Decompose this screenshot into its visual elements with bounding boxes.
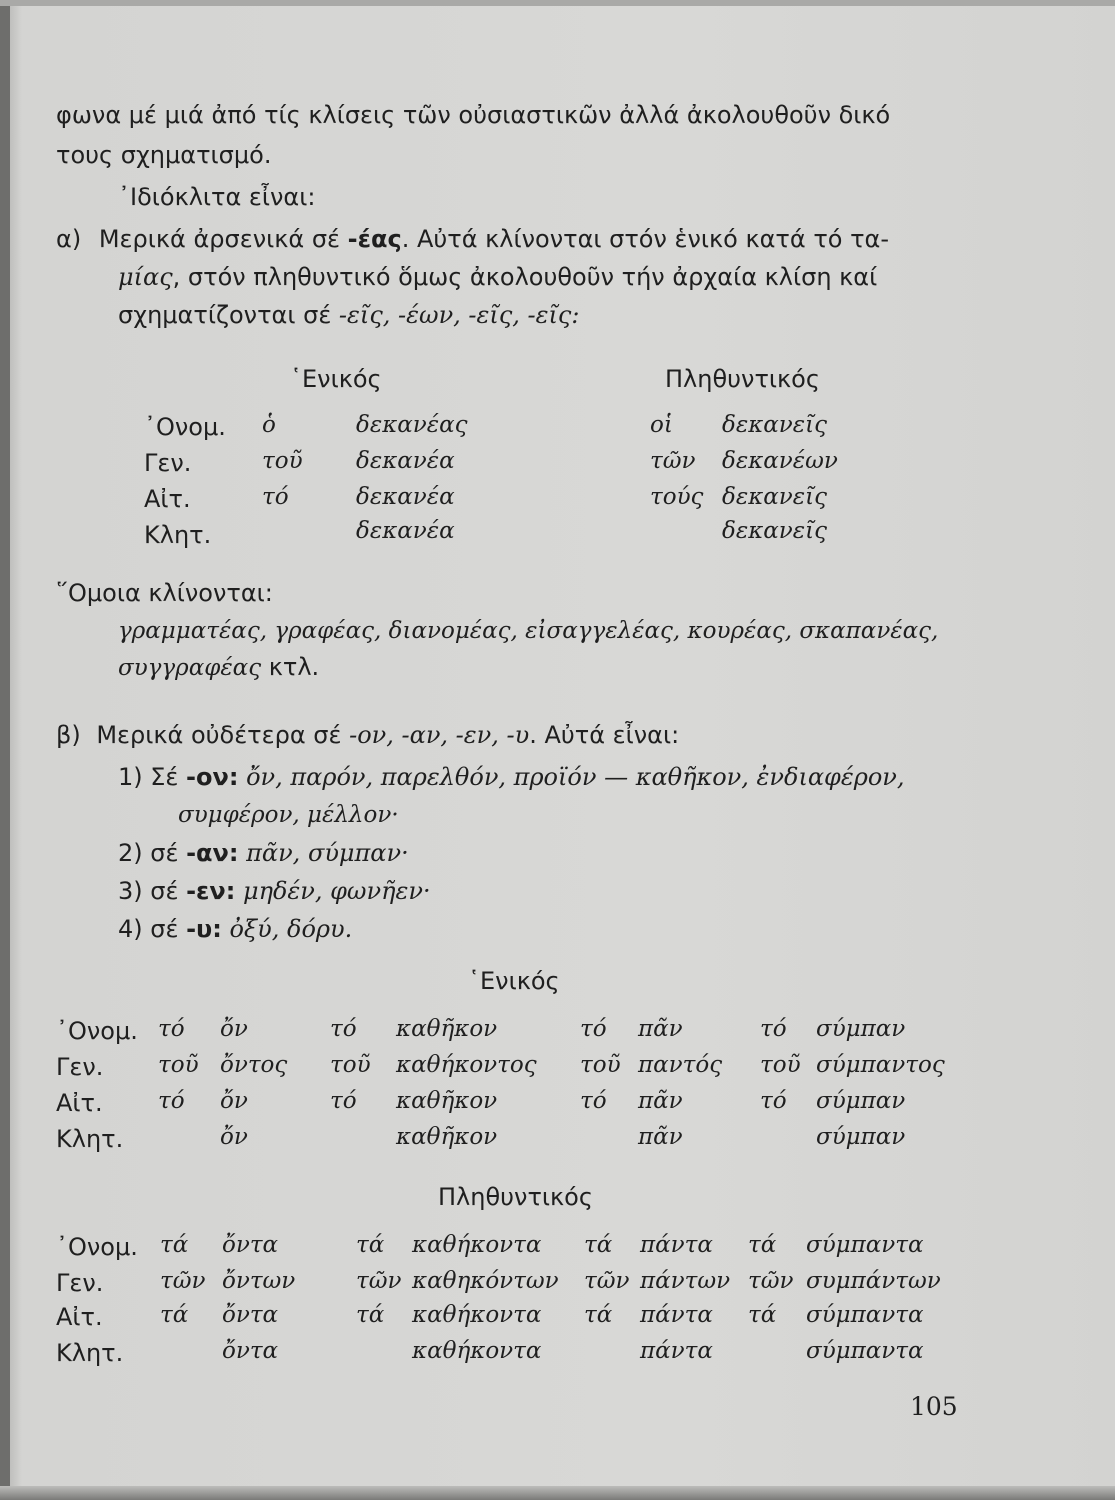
item-words: πᾶν, σύμπαν·	[238, 839, 409, 867]
singular-article: τοῦ	[262, 448, 303, 474]
word: σύμπαν	[816, 1124, 906, 1150]
article: τά	[160, 1302, 189, 1328]
article: τό	[580, 1016, 607, 1042]
section-a-line-1	[56, 224, 889, 254]
article: τά	[748, 1302, 777, 1328]
article: τό	[330, 1088, 357, 1114]
word: καθῆκον	[396, 1016, 498, 1042]
section-b-text-a: Μερικά οὐδέτερα σέ	[96, 721, 350, 749]
case-label: ᾿Ονομ.	[56, 1017, 138, 1045]
item-prefix: σέ	[150, 915, 187, 943]
word: ὄν	[220, 1088, 248, 1114]
item-suffix: -υ:	[186, 915, 222, 943]
table-a-plural-header: Πληθυντικός	[665, 365, 820, 393]
case-label: ᾿Ονομ.	[144, 413, 226, 441]
item-number: 3)	[118, 877, 151, 905]
section-b-item-2	[118, 838, 409, 868]
plural-word: δεκανεῖς	[722, 484, 828, 510]
section-a-text-3a: σχηματίζονται σέ	[118, 301, 339, 329]
article: τοῦ	[580, 1052, 621, 1078]
article: τά	[160, 1232, 189, 1258]
article: τά	[584, 1232, 613, 1258]
word: συμπάντων	[806, 1268, 941, 1294]
item-words: ὄν, παρόν, παρελθόν, προϊόν — καθῆκον, ἐνδιαφέρον,	[238, 763, 905, 791]
intro-line-1: φωνα μέ μιά ἀπό τίς κλίσεις τῶν οὐσιαστικῶν ἀλλά ἀκολουθοῦν δικό	[56, 101, 891, 129]
word: καθήκοντα	[412, 1232, 542, 1258]
item-number: 1)	[118, 763, 151, 791]
article: τῶν	[356, 1268, 402, 1294]
article: τά	[356, 1232, 385, 1258]
item-suffix: -αν:	[186, 839, 239, 867]
word: πᾶν	[638, 1088, 683, 1114]
item-prefix: σέ	[150, 839, 187, 867]
table-b-plural-header: Πληθυντικός	[438, 1183, 593, 1211]
section-a-suffix: -έας	[347, 225, 402, 253]
word: σύμπαντα	[806, 1232, 924, 1258]
word: ὄντα	[222, 1232, 279, 1258]
word: καθηκόντων	[412, 1268, 559, 1294]
article: τῶν	[160, 1268, 206, 1294]
table-a-singular-header: ῾Ενικός	[290, 365, 382, 393]
word: σύμπαντα	[806, 1338, 924, 1364]
word: πᾶν	[638, 1016, 683, 1042]
plural-word: δεκανέων	[722, 448, 838, 474]
article: τό	[158, 1016, 185, 1042]
section-b-intro	[56, 720, 679, 750]
word: ὄντα	[222, 1302, 279, 1328]
item-prefix: σέ	[150, 877, 187, 905]
article: τοῦ	[330, 1052, 371, 1078]
article: τῶν	[748, 1268, 794, 1294]
similar-list-line-2	[118, 652, 319, 683]
page-bottom-edge	[0, 1486, 1115, 1500]
case-label: ᾿Ονομ.	[56, 1233, 138, 1261]
article: τό	[760, 1016, 787, 1042]
section-a-tamias: μίας	[118, 263, 173, 291]
section-a-endings: -εῖς, -έων, -εῖς, -εῖς:	[338, 301, 580, 329]
word: σύμπαν	[816, 1088, 906, 1114]
similar-label: ῞Ομοια κλίνονται:	[56, 579, 273, 607]
word: καθῆκον	[396, 1124, 498, 1150]
table-b-singular-header: ῾Ενικός	[468, 967, 560, 995]
item-number: 4)	[118, 915, 151, 943]
singular-word: δεκανέα	[356, 484, 455, 510]
item-suffix: -ον:	[186, 763, 239, 791]
word: καθήκοντος	[396, 1052, 537, 1078]
page-gutter-shadow	[0, 0, 10, 1500]
word: καθήκοντα	[412, 1302, 542, 1328]
singular-article: τό	[262, 484, 289, 510]
word: ὄντος	[220, 1052, 288, 1078]
word: πᾶν	[638, 1124, 683, 1150]
case-label: Γεν.	[56, 1269, 104, 1297]
word: πάντων	[640, 1268, 731, 1294]
section-b-marker: β)	[56, 721, 81, 749]
word: ὄν	[220, 1124, 248, 1150]
similar-list-line-1: γραμματέας, γραφέας, διανομέας, εἰσαγγελέας, κουρέας, σκαπανέας,	[118, 618, 939, 644]
item-suffix: -εν:	[186, 877, 236, 905]
item-words: ὀξύ, δόρυ.	[221, 915, 353, 943]
section-a-line-3	[118, 300, 579, 330]
case-label: Αἰτ.	[56, 1089, 103, 1117]
article: τοῦ	[760, 1052, 801, 1078]
article: τό	[760, 1088, 787, 1114]
article: τό	[330, 1016, 357, 1042]
section-a-line-2	[118, 262, 877, 292]
article: τά	[356, 1302, 385, 1328]
section-a-text-1b: . Αὐτά κλίνονται στόν ἑνικό κατά τό τα-	[401, 225, 890, 253]
singular-article: ὁ	[262, 412, 276, 438]
plural-article: τούς	[650, 484, 704, 510]
plural-article: οἱ	[650, 412, 673, 438]
article: τό	[580, 1088, 607, 1114]
case-label: Αἰτ.	[56, 1303, 103, 1331]
section-b-text-b: . Αὐτά εἶναι:	[529, 721, 680, 749]
section-a-text-2b: , στόν πληθυντικό ὅμως ἀκολουθοῦν τήν ἀρχαία κλίση καί	[172, 263, 878, 291]
plural-word: δεκανεῖς	[722, 518, 828, 544]
similar-list-word: συγγραφέας	[118, 655, 262, 681]
word: πάντα	[640, 1338, 713, 1364]
word: πάντα	[640, 1302, 713, 1328]
item-number: 2)	[118, 839, 151, 867]
article: τά	[748, 1232, 777, 1258]
case-label: Κλητ.	[144, 521, 212, 549]
item-prefix: Σέ	[150, 763, 187, 791]
word: ὄν	[220, 1016, 248, 1042]
case-label: Κλητ.	[56, 1339, 124, 1367]
case-label: Κλητ.	[56, 1125, 124, 1153]
case-label: Αἰτ.	[144, 485, 191, 513]
singular-word: δεκανέας	[356, 412, 468, 438]
word: σύμπαν	[816, 1016, 906, 1042]
section-b-item-4	[118, 914, 352, 944]
singular-word: δεκανέα	[356, 518, 455, 544]
singular-word: δεκανέα	[356, 448, 455, 474]
word: ὄντα	[222, 1338, 279, 1364]
page-number: 105	[910, 1392, 958, 1421]
idioklita-heading: ᾿Ιδιόκλιτα εἶναι:	[118, 183, 316, 211]
section-b-item-3	[118, 876, 431, 906]
intro-line-2: τους σχηματισμό.	[56, 141, 272, 169]
case-label: Γεν.	[56, 1053, 104, 1081]
section-a-marker: α)	[56, 225, 82, 253]
article: τοῦ	[158, 1052, 199, 1078]
word: καθῆκον	[396, 1088, 498, 1114]
article: τό	[158, 1088, 185, 1114]
plural-word: δεκανεῖς	[722, 412, 828, 438]
section-b-endings: -ον, -αν, -εν, -υ	[349, 721, 530, 749]
section-b-item-1-cont: συμφέρον, μέλλον·	[178, 802, 399, 828]
word: παντός	[638, 1052, 723, 1078]
section-a-text-1a: Μερικά ἀρσενικά σέ	[98, 225, 348, 253]
case-label: Γεν.	[144, 449, 192, 477]
page-top-edge	[0, 0, 1115, 6]
word: πάντα	[640, 1232, 713, 1258]
article: τά	[584, 1302, 613, 1328]
article: τῶν	[584, 1268, 630, 1294]
word: ὄντων	[222, 1268, 296, 1294]
plural-article: τῶν	[650, 448, 696, 474]
word: καθήκοντα	[412, 1338, 542, 1364]
section-b-item-1	[118, 762, 905, 792]
word: σύμπαντος	[816, 1052, 945, 1078]
word: σύμπαντα	[806, 1302, 924, 1328]
similar-list-ktl: κτλ.	[261, 653, 320, 681]
item-words: μηδέν, φωνῆεν·	[235, 877, 431, 905]
